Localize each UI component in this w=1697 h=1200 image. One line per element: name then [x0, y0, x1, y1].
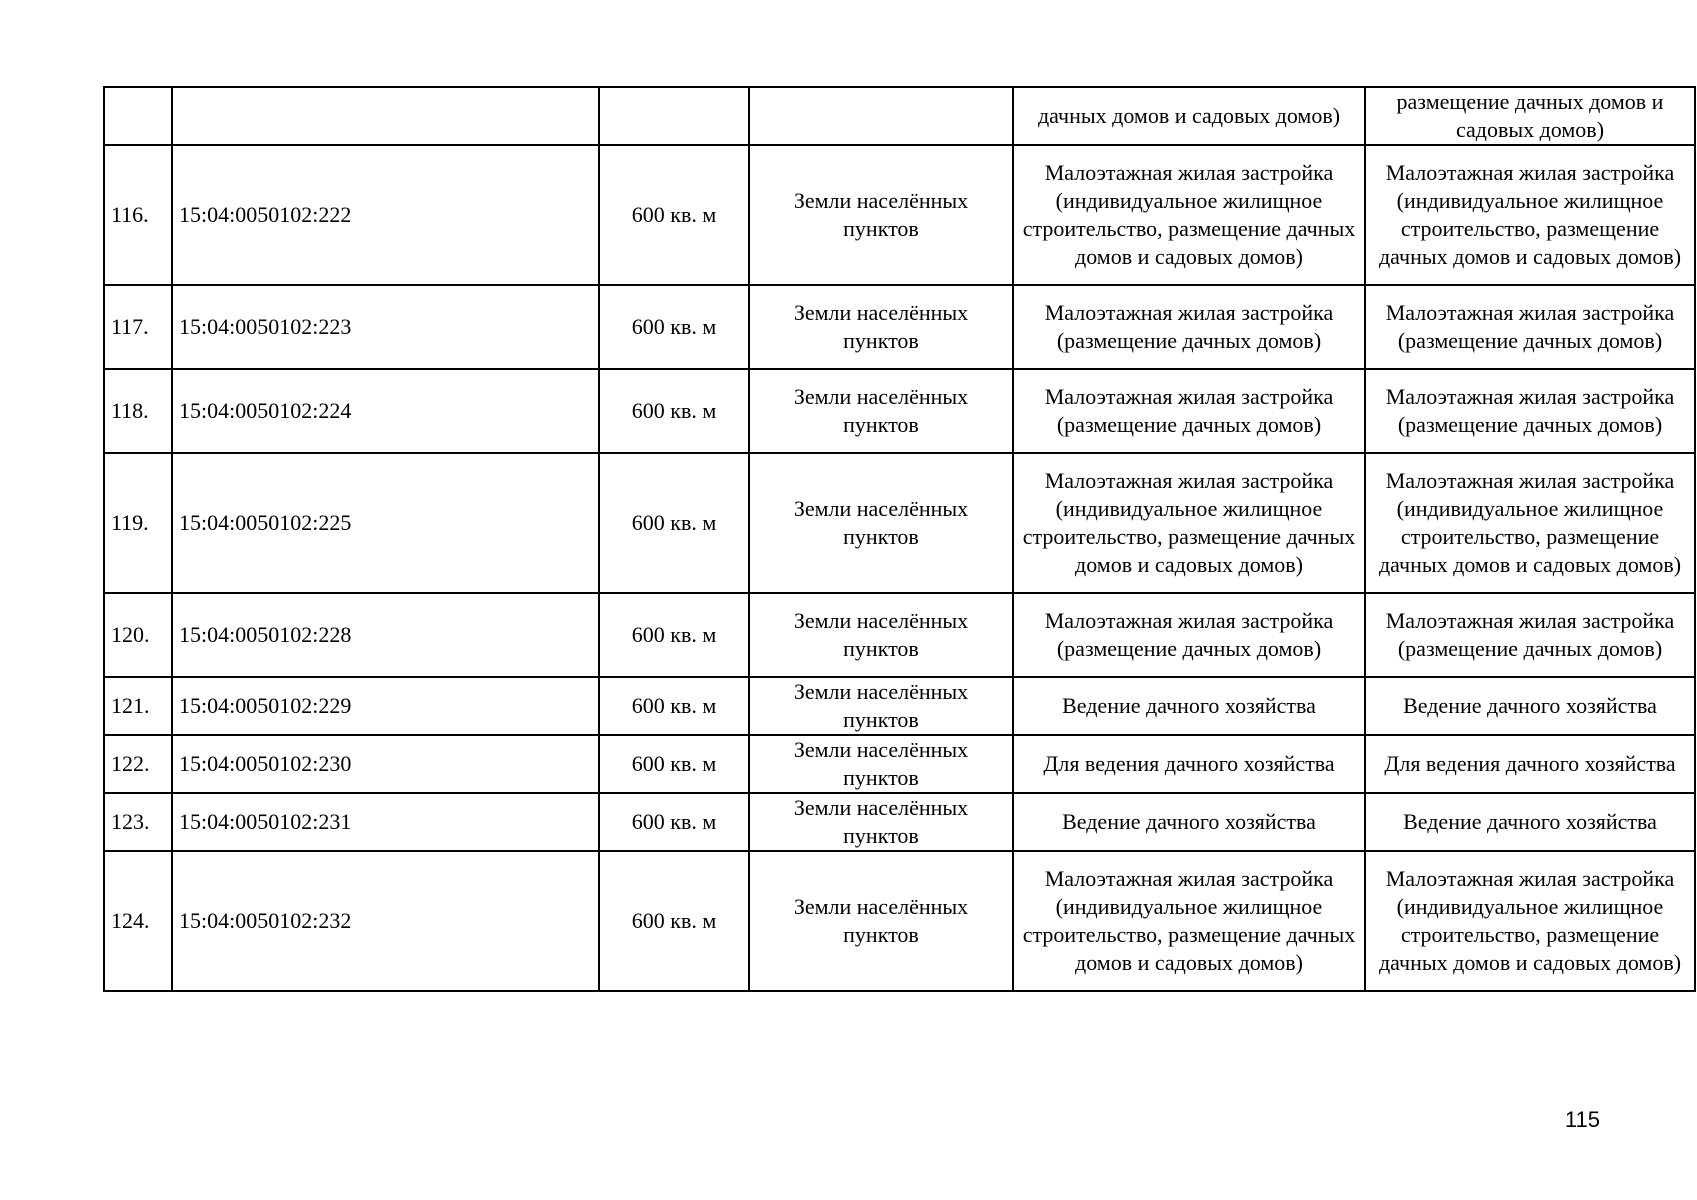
table-row [104, 593, 1695, 677]
cell-number: 120. [104, 593, 172, 677]
cell-area [599, 87, 749, 145]
cell-use-planned: Ведение дачного хозяйства [1013, 677, 1365, 735]
cell-land-category: Земли населённых пунктов [749, 369, 1013, 453]
table-row-continuation [104, 87, 1695, 145]
cell-use-permitted: Малоэтажная жилая застройка (размещение дачных домов) [1365, 369, 1695, 453]
table-row [104, 453, 1695, 593]
cell-use-permitted: Малоэтажная жилая застройка (размещение дачных домов) [1365, 593, 1695, 677]
cell-area: 600 кв. м [599, 735, 749, 793]
cell-use-planned: дачных домов и садовых домов) [1013, 87, 1365, 145]
cell-use-planned: Малоэтажная жилая застройка (размещение дачных домов) [1013, 593, 1365, 677]
cell-cadastral-number: 15:04:0050102:229 [172, 677, 599, 735]
cell-use-permitted: размещение дачных домов и садовых домов) [1365, 87, 1695, 145]
cell-area: 600 кв. м [599, 593, 749, 677]
cell-use-permitted: Малоэтажная жилая застройка (индивидуальное жилищное строительство, размещение дачных домов и садовых домов) [1365, 145, 1695, 285]
cell-cadastral-number: 15:04:0050102:224 [172, 369, 599, 453]
cell-area: 600 кв. м [599, 677, 749, 735]
cell-land-category: Земли населённых пунктов [749, 453, 1013, 593]
cell-use-planned: Ведение дачного хозяйства [1013, 793, 1365, 851]
cell-use-planned: Для ведения дачного хозяйства [1013, 735, 1365, 793]
cell-cadastral-number: 15:04:0050102:231 [172, 793, 599, 851]
cell-use-permitted: Для ведения дачного хозяйства [1365, 735, 1695, 793]
cell-use-permitted: Ведение дачного хозяйства [1365, 677, 1695, 735]
cell-number: 122. [104, 735, 172, 793]
table-row [104, 369, 1695, 453]
cell-land-category: Земли населённых пунктов [749, 285, 1013, 369]
cell-cadastral-number: 15:04:0050102:228 [172, 593, 599, 677]
cell-number: 117. [104, 285, 172, 369]
cell-use-permitted: Малоэтажная жилая застройка (индивидуальное жилищное строительство, размещение дачных домов и садовых домов) [1365, 851, 1695, 991]
page-number: 115 [1564, 1107, 1600, 1132]
cell-cadastral-number: 15:04:0050102:230 [172, 735, 599, 793]
cell-number: 124. [104, 851, 172, 991]
cell-area: 600 кв. м [599, 793, 749, 851]
cell-land-category [749, 87, 1013, 145]
cell-number: 119. [104, 453, 172, 593]
cell-area: 600 кв. м [599, 453, 749, 593]
cell-number: 121. [104, 677, 172, 735]
cell-cadastral-number: 15:04:0050102:225 [172, 453, 599, 593]
cell-cadastral-number [172, 87, 599, 145]
cell-use-planned: Малоэтажная жилая застройка (размещение дачных домов) [1013, 369, 1365, 453]
cell-land-category: Земли населённых пунктов [749, 793, 1013, 851]
cell-use-permitted: Малоэтажная жилая застройка (индивидуальное жилищное строительство, размещение дачных домов и садовых домов) [1365, 453, 1695, 593]
cell-use-permitted: Малоэтажная жилая застройка (размещение дачных домов) [1365, 285, 1695, 369]
table-body [104, 87, 1695, 991]
cell-area: 600 кв. м [599, 369, 749, 453]
cell-land-category: Земли населённых пунктов [749, 851, 1013, 991]
table-row [104, 677, 1695, 735]
cell-cadastral-number: 15:04:0050102:222 [172, 145, 599, 285]
cell-use-planned: Малоэтажная жилая застройка (индивидуальное жилищное строительство, размещение дачных домов и садовых домов) [1013, 851, 1365, 991]
cell-area: 600 кв. м [599, 145, 749, 285]
table-row [104, 793, 1695, 851]
cell-use-planned: Малоэтажная жилая застройка (индивидуальное жилищное строительство, размещение дачных домов и садовых домов) [1013, 453, 1365, 593]
cell-use-planned: Малоэтажная жилая застройка (размещение дачных домов) [1013, 285, 1365, 369]
cell-cadastral-number: 15:04:0050102:223 [172, 285, 599, 369]
cell-number: 123. [104, 793, 172, 851]
cell-land-category: Земли населённых пунктов [749, 677, 1013, 735]
table-row [104, 851, 1695, 991]
cell-land-category: Земли населённых пунктов [749, 145, 1013, 285]
cell-area: 600 кв. м [599, 851, 749, 991]
cell-number: 116. [104, 145, 172, 285]
table-row [104, 735, 1695, 793]
land-plots-table [103, 86, 1696, 992]
cell-number: 118. [104, 369, 172, 453]
table-row [104, 145, 1695, 285]
cell-land-category: Земли населённых пунктов [749, 735, 1013, 793]
cell-use-permitted: Ведение дачного хозяйства [1365, 793, 1695, 851]
cell-land-category: Земли населённых пунктов [749, 593, 1013, 677]
cell-use-planned: Малоэтажная жилая застройка (индивидуальное жилищное строительство, размещение дачных домов и садовых домов) [1013, 145, 1365, 285]
table-row [104, 285, 1695, 369]
cell-number [104, 87, 172, 145]
cell-cadastral-number: 15:04:0050102:232 [172, 851, 599, 991]
cell-area: 600 кв. м [599, 285, 749, 369]
